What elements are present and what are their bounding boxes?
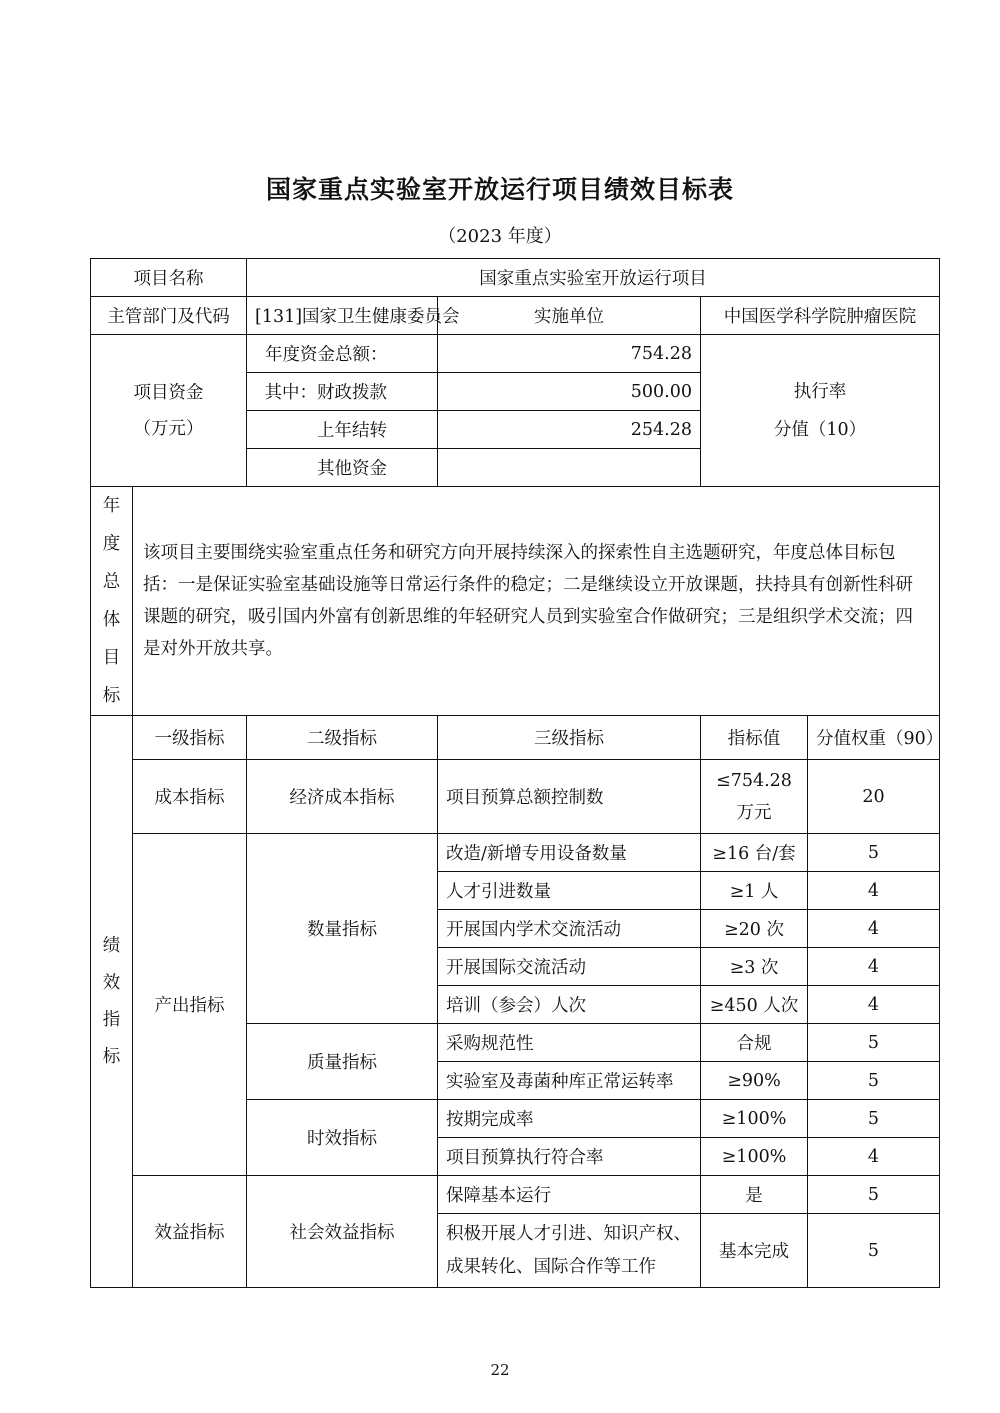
indicator-value: ≥3 次 bbox=[701, 948, 808, 986]
indicator-value: 基本完成 bbox=[701, 1214, 808, 1288]
table-row bbox=[91, 1176, 940, 1214]
indicator-name: 采购规范性 bbox=[438, 1024, 701, 1062]
implementing-unit-label: 实施单位 bbox=[438, 297, 701, 335]
indicator-weight: 4 bbox=[808, 1138, 940, 1176]
indicator-value: ≥100% bbox=[701, 1138, 808, 1176]
page-number: 22 bbox=[490, 1361, 510, 1379]
indicator-value: ≥20 次 bbox=[701, 910, 808, 948]
page-title: 国家重点实验室开放运行项目绩效目标表 bbox=[265, 175, 734, 204]
department-label: 主管部门及代码 bbox=[91, 297, 247, 335]
benefit-level1: 效益指标 bbox=[133, 1176, 247, 1288]
indicator-value: ≥1 人 bbox=[701, 872, 808, 910]
execution-rate-score: 分值（10） bbox=[773, 419, 867, 440]
indicator-value: 是 bbox=[701, 1176, 808, 1214]
indicators-label-text: 绩效指标 bbox=[102, 935, 121, 1067]
indicator-weight: 5 bbox=[808, 1176, 940, 1214]
header-level3: 三级指标 bbox=[438, 716, 701, 760]
indicator-weight: 4 bbox=[808, 948, 940, 986]
cost-item: 项目预算总额控制数 bbox=[438, 760, 701, 834]
funds-total-label: 年度资金总额： bbox=[247, 335, 438, 373]
quantity-level2: 数量指标 bbox=[247, 834, 438, 1024]
benefit-level2: 社会效益指标 bbox=[247, 1176, 438, 1288]
execution-rate-label: 执行率 bbox=[793, 381, 847, 402]
indicator-weight: 5 bbox=[808, 1024, 940, 1062]
table-row bbox=[91, 834, 940, 872]
header-value: 指标值 bbox=[701, 716, 808, 760]
funds-label-line1: 项目资金 bbox=[133, 382, 204, 403]
indicator-value: ≥16 台/套 bbox=[701, 834, 808, 872]
indicator-value: 合规 bbox=[701, 1024, 808, 1062]
department-row bbox=[91, 297, 940, 335]
indicator-name: 改造/新增专用设备数量 bbox=[438, 834, 701, 872]
execution-rate-cell bbox=[701, 335, 940, 487]
indicator-name: 人才引进数量 bbox=[438, 872, 701, 910]
project-name-label: 项目名称 bbox=[91, 259, 247, 297]
timeliness-level2: 时效指标 bbox=[247, 1100, 438, 1176]
indicator-name: 项目预算执行符合率 bbox=[438, 1138, 701, 1176]
funds-fiscal-label: 其中：财政拨款 bbox=[247, 373, 438, 411]
cost-level1: 成本指标 bbox=[133, 760, 247, 834]
funds-fiscal-value: 500.00 bbox=[438, 373, 701, 411]
implementing-unit-value: 中国医学科学院肿瘤医院 bbox=[701, 297, 940, 335]
indicator-value: ≥450 人次 bbox=[701, 986, 808, 1024]
annual-goal-text: 该项目主要围绕实验室重点任务和研究方向开展持续深入的探索性自主选题研究，年度总体目标包括：一是保证实验室基础设施等日常运行条件的稳定；二是继续设立开放课题，扶持具有创新性科研课题的研究，吸引国内外富有创新思维的年轻研究人员到实验室合作做研究；三是组织学术交流；四是对外开放共享。 bbox=[133, 487, 940, 716]
funds-label bbox=[91, 335, 247, 487]
cost-value: ≤754.28 万元 bbox=[701, 760, 808, 834]
indicator-weight: 5 bbox=[808, 1214, 940, 1288]
indicator-weight: 4 bbox=[808, 872, 940, 910]
quality-level2: 质量指标 bbox=[247, 1024, 438, 1100]
funds-other-value bbox=[438, 449, 701, 487]
performance-target-table bbox=[90, 258, 944, 1288]
indicator-name: 开展国际交流活动 bbox=[438, 948, 701, 986]
funds-row bbox=[91, 335, 940, 373]
header-level2: 二级指标 bbox=[247, 716, 438, 760]
indicator-name: 积极开展人才引进、知识产权、成果转化、国际合作等工作 bbox=[438, 1214, 701, 1288]
indicator-weight: 5 bbox=[808, 1062, 940, 1100]
indicator-name: 培训（参会）人次 bbox=[438, 986, 701, 1024]
indicator-name: 开展国内学术交流活动 bbox=[438, 910, 701, 948]
indicator-value: ≥90% bbox=[701, 1062, 808, 1100]
department-value: [131]国家卫生健康委员会 bbox=[247, 297, 438, 335]
indicator-name: 实验室及毒菌种库正常运转率 bbox=[438, 1062, 701, 1100]
funds-carryover-value: 254.28 bbox=[438, 411, 701, 449]
header-level1: 一级指标 bbox=[133, 716, 247, 760]
indicator-name: 保障基本运行 bbox=[438, 1176, 701, 1214]
project-name-value: 国家重点实验室开放运行项目 bbox=[247, 259, 940, 297]
output-level1: 产出指标 bbox=[133, 834, 247, 1176]
indicators-label bbox=[91, 716, 133, 1288]
annual-goal-label-text: 年度总体目标 bbox=[102, 496, 121, 706]
indicator-weight: 5 bbox=[808, 1100, 940, 1138]
header-weight: 分值权重（90） bbox=[808, 716, 940, 760]
indicator-header-row bbox=[91, 716, 940, 760]
funds-other-label: 其他资金 bbox=[247, 449, 438, 487]
annual-goal-row bbox=[91, 487, 940, 716]
funds-total-value: 754.28 bbox=[438, 335, 701, 373]
cost-weight: 20 bbox=[808, 760, 940, 834]
cost-level2: 经济成本指标 bbox=[247, 760, 438, 834]
indicator-name: 按期完成率 bbox=[438, 1100, 701, 1138]
funds-carryover-label: 上年结转 bbox=[247, 411, 438, 449]
indicator-weight: 4 bbox=[808, 910, 940, 948]
project-name-row bbox=[91, 259, 940, 297]
table-row bbox=[91, 760, 940, 834]
page-subtitle: （2023 年度） bbox=[438, 226, 562, 247]
indicator-weight: 4 bbox=[808, 986, 940, 1024]
funds-label-line2: （万元） bbox=[133, 418, 204, 439]
indicator-value: ≥100% bbox=[701, 1100, 808, 1138]
annual-goal-label bbox=[91, 487, 133, 716]
indicator-weight: 5 bbox=[808, 834, 940, 872]
